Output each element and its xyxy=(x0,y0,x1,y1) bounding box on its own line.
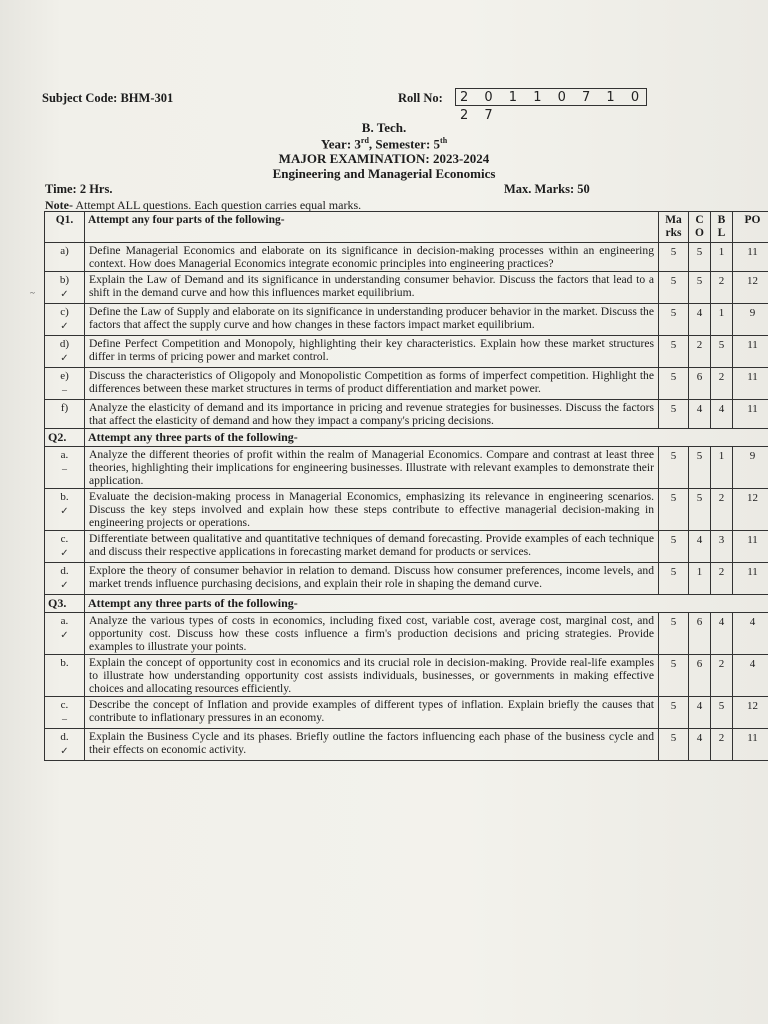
question-bl: 5 xyxy=(711,336,733,368)
question-row xyxy=(45,304,768,336)
question-row xyxy=(45,655,768,697)
question-po: 11 xyxy=(733,400,768,429)
question-bl: 3 xyxy=(711,531,733,563)
question-text: Explain the concept of opportunity cost in economics and its crucial role in decision-making. Provide real-life examples to illustrate how understanding opportunity cost assists individuals, businesses, or governments in making effective choices and allocating resources efficiently. xyxy=(85,655,659,697)
course-title: Engineering and Managerial Economics xyxy=(272,166,496,181)
pen-tick-mark: ✓ xyxy=(60,321,69,332)
subject-code: Subject Code: BHM-301 xyxy=(42,91,174,105)
question-text: Evaluate the decision-making process in Managerial Economics, emphasizing its relevance in engineering scenarios. Discuss the key steps involved and explain how these steps contribute to effective managerial decision-making in engineering projects or operations. xyxy=(85,489,659,531)
question-po: 9 xyxy=(733,304,768,336)
question-part-label xyxy=(45,613,85,655)
question-part-label xyxy=(45,400,85,429)
pen-tick-mark: ✓ xyxy=(60,353,69,364)
question-text: Explain the Law of Demand and its significance in understanding consumer behavior. Discuss the factors that lead to a shift in the demand curve and how this influences market equilibrium. xyxy=(85,272,659,304)
question-text: Differentiate between qualitative and quantitative techniques of demand forecasting. Provide examples of each technique and discuss their respective applications in forecasting market demand for products or services. xyxy=(85,531,659,563)
max-marks: Max. Marks: 50 xyxy=(504,182,590,196)
pen-tick-mark: ✓ xyxy=(60,548,69,559)
question-marks: 5 xyxy=(659,489,689,531)
question-po: 11 xyxy=(733,243,768,272)
question-part-label xyxy=(45,368,85,400)
pen-tick-mark: – xyxy=(62,385,67,396)
question-part-label xyxy=(45,336,85,368)
part-label-text: e) xyxy=(60,370,69,382)
question-part-label xyxy=(45,563,85,595)
question-text: Describe the concept of Inflation and provide examples of different types of inflation. Explain briefly the causes that contribute to inflationary pressures in an economy. xyxy=(85,697,659,729)
part-label-text: d) xyxy=(59,338,70,350)
question-co: 4 xyxy=(689,531,711,563)
question-text: Define Managerial Economics and elaborate on its significance in decision-making processes within an engineering context. How does Managerial Economics integrate economic principles into engineering practices? xyxy=(85,243,659,272)
question-text: Analyze the different theories of profit within the realm of Managerial Economics. Compare and contrast at least three theories, highlighting their implications for engineering businesses. Illustrate with relevant examples to demonstrate their application. xyxy=(85,447,659,489)
question-row xyxy=(45,447,768,489)
question-text: Discuss the characteristics of Oligopoly and Monopolistic Competition as forms of imperfect competition. Highlight the differences between these market structures in terms of product differentiation and market power. xyxy=(85,368,659,400)
question-marks: 5 xyxy=(659,613,689,655)
question-marks: 5 xyxy=(659,655,689,697)
q2-header-row xyxy=(45,429,768,447)
question-marks: 5 xyxy=(659,304,689,336)
question-bl: 2 xyxy=(711,563,733,595)
question-co: 5 xyxy=(689,489,711,531)
question-bl: 2 xyxy=(711,368,733,400)
question-row xyxy=(45,563,768,595)
question-bl: 2 xyxy=(711,655,733,697)
margin-pen-mark: ~ xyxy=(30,288,35,298)
question-po: 9 xyxy=(733,447,768,489)
question-bl: 1 xyxy=(711,243,733,272)
part-label-text: b. xyxy=(60,657,69,669)
question-po: 12 xyxy=(733,489,768,531)
question-row xyxy=(45,272,768,304)
part-label-text: f) xyxy=(60,402,69,414)
q1-header-row xyxy=(45,212,768,243)
part-label-text: a) xyxy=(60,245,69,257)
q2-title: Attempt any three parts of the following- xyxy=(85,429,768,447)
question-co: 1 xyxy=(689,563,711,595)
question-part-label xyxy=(45,272,85,304)
question-marks: 5 xyxy=(659,447,689,489)
question-part-label xyxy=(45,304,85,336)
question-row xyxy=(45,243,768,272)
part-label-text: b. xyxy=(60,491,69,503)
pen-tick-mark: ✓ xyxy=(60,506,69,517)
questions-body xyxy=(45,212,768,761)
question-row xyxy=(45,531,768,563)
question-co: 2 xyxy=(689,336,711,368)
question-text: Analyze the various types of costs in economics, including fixed cost, variable cost, average cost, marginal cost, and opportunity cost. Discuss how these costs influence a firm's production decisions and pricing strategies. Provide examples to illustrate your points. xyxy=(85,613,659,655)
col-marks-header: Ma rks xyxy=(659,212,689,243)
question-marks: 5 xyxy=(659,697,689,729)
question-co: 4 xyxy=(689,304,711,336)
note-text: Attempt ALL questions. Each question carries equal marks. xyxy=(72,198,362,212)
question-bl: 1 xyxy=(711,304,733,336)
question-text: Define the Law of Supply and elaborate on its significance in understanding producer behavior in the market. Discuss the factors that affect the supply curve and how changes in these factors impact market equilibrium. xyxy=(85,304,659,336)
question-co: 4 xyxy=(689,729,711,761)
question-co: 4 xyxy=(689,400,711,429)
question-co: 4 xyxy=(689,697,711,729)
part-label-text: d. xyxy=(60,565,69,577)
question-marks: 5 xyxy=(659,336,689,368)
question-co: 5 xyxy=(689,272,711,304)
question-part-label xyxy=(45,697,85,729)
question-row xyxy=(45,336,768,368)
question-row xyxy=(45,489,768,531)
question-po: 12 xyxy=(733,697,768,729)
q3-title: Attempt any three parts of the following- xyxy=(85,595,768,613)
pen-tick-mark: ✓ xyxy=(60,580,69,591)
question-marks: 5 xyxy=(659,243,689,272)
exam-title: MAJOR EXAMINATION: 2023-2024 xyxy=(278,151,490,166)
col-co-header: C O xyxy=(689,212,711,243)
roll-number-box: 2 0 1 1 0 7 1 0 2 7 xyxy=(455,88,647,106)
question-part-label xyxy=(45,729,85,761)
q1-title: Attempt any four parts of the following- xyxy=(85,212,659,243)
part-label-text: c. xyxy=(60,699,69,711)
degree-title: B. Tech. xyxy=(361,120,407,135)
question-po: 11 xyxy=(733,368,768,400)
note-label: Note- xyxy=(45,198,73,212)
question-part-label xyxy=(45,489,85,531)
question-bl: 2 xyxy=(711,272,733,304)
pen-tick-mark: – xyxy=(62,714,67,725)
pen-tick-mark: ✓ xyxy=(60,746,69,757)
question-part-label xyxy=(45,447,85,489)
time-allowed: Time: 2 Hrs. xyxy=(45,182,113,196)
question-marks: 5 xyxy=(659,400,689,429)
question-bl: 2 xyxy=(711,489,733,531)
part-label-text: d. xyxy=(60,731,69,743)
question-po: 12 xyxy=(733,272,768,304)
q3-header-row xyxy=(45,595,768,613)
part-label-text: c. xyxy=(60,533,69,545)
question-po: 4 xyxy=(733,655,768,697)
question-co: 5 xyxy=(689,243,711,272)
question-text: Explain the Business Cycle and its phases. Briefly outline the factors influencing each phase of the business cycle and their effects on economic activity. xyxy=(85,729,659,761)
question-bl: 4 xyxy=(711,613,733,655)
q3-label: Q3. xyxy=(45,595,85,613)
question-co: 6 xyxy=(689,613,711,655)
question-marks: 5 xyxy=(659,531,689,563)
question-text: Define Perfect Competition and Monopoly, highlighting their key characteristics. Explain how these market structures differ in terms of pricing power and market control. xyxy=(85,336,659,368)
pen-tick-mark: ✓ xyxy=(60,289,69,300)
pen-tick-mark: – xyxy=(62,464,67,475)
question-po: 11 xyxy=(733,563,768,595)
question-row xyxy=(45,729,768,761)
question-marks: 5 xyxy=(659,563,689,595)
question-bl: 2 xyxy=(711,729,733,761)
pen-tick-mark: ✓ xyxy=(60,630,69,641)
question-bl: 4 xyxy=(711,400,733,429)
question-part-label xyxy=(45,531,85,563)
question-row xyxy=(45,697,768,729)
question-co: 5 xyxy=(689,447,711,489)
part-label-text: a. xyxy=(60,615,69,627)
roll-label: Roll No: xyxy=(398,91,443,105)
year-semester: Year: 3rd, Semester: 5th xyxy=(320,136,448,152)
question-part-label xyxy=(45,243,85,272)
question-bl: 5 xyxy=(711,697,733,729)
question-co: 6 xyxy=(689,368,711,400)
part-label-text: a. xyxy=(60,449,69,461)
question-text: Explore the theory of consumer behavior in relation to demand. Discuss how consumer preferences, income levels, and market trends influence purchasing decisions, and explain their role in shaping the demand curve. xyxy=(85,563,659,595)
question-po: 11 xyxy=(733,531,768,563)
question-po: 4 xyxy=(733,613,768,655)
question-po: 11 xyxy=(733,729,768,761)
question-po: 11 xyxy=(733,336,768,368)
q2-label: Q2. xyxy=(45,429,85,447)
question-row xyxy=(45,400,768,429)
part-label-text: c) xyxy=(60,306,69,318)
col-po-header: PO xyxy=(733,212,768,243)
part-label-text: b) xyxy=(59,274,70,286)
question-bl: 1 xyxy=(711,447,733,489)
question-part-label xyxy=(45,655,85,697)
question-row xyxy=(45,613,768,655)
q1-label: Q1. xyxy=(45,212,85,243)
question-marks: 5 xyxy=(659,368,689,400)
question-marks: 5 xyxy=(659,729,689,761)
question-row xyxy=(45,368,768,400)
question-text: Analyze the elasticity of demand and its importance in pricing and revenue strategies for businesses. Discuss the factors that affect the elasticity of demand and how they impact a company's pricing decisions. xyxy=(85,400,659,429)
question-co: 6 xyxy=(689,655,711,697)
questions-table xyxy=(44,211,768,761)
question-marks: 5 xyxy=(659,272,689,304)
col-bl-header: B L xyxy=(711,212,733,243)
